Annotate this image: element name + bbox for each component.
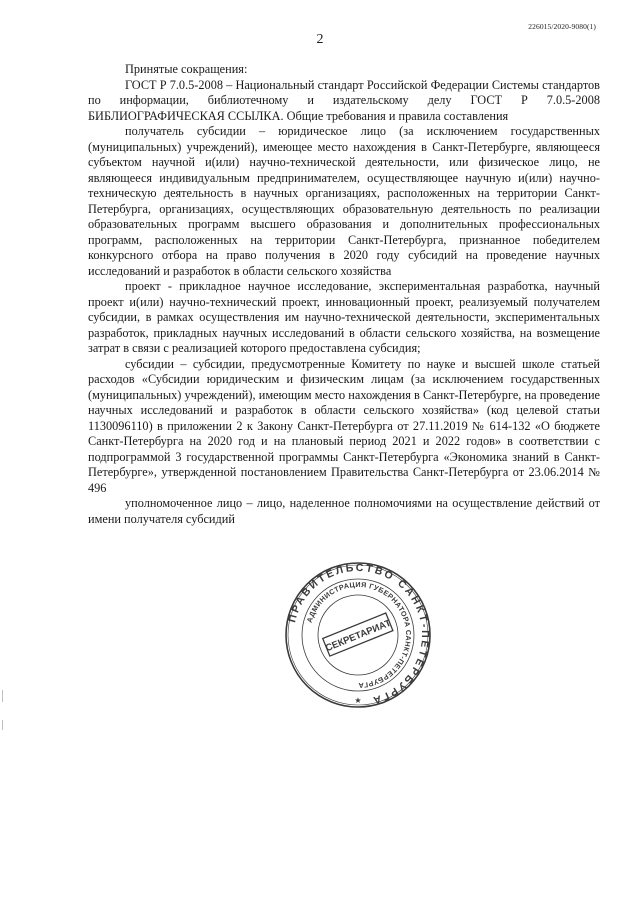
- page-number: 2: [316, 32, 324, 47]
- document-registration-number: 226015/2020-9080(1): [528, 22, 596, 31]
- seal-star-icon: ★: [354, 696, 362, 705]
- seal-center-text: СЕКРЕТАРИАТ: [323, 617, 393, 655]
- seal-inner-text: АДМИНИСТРАЦИЯ ГУБЕРНАТОРА САНКТ-ПЕТЕРБУРГА: [304, 579, 414, 691]
- paragraph-project-definition: проект - прикладное научное исследование, экспериментальная разработка, научный проект и(или) научно-технический проект, инновационный проект, реализуемый получателем субсидии, в рамках осуществления им научно-технической деятельности, экспериментальных разработок, прикладных научных исследований в области сельского хозяйства, на возмещение затрат в связи с реализацией которого предоставлена субсидия;: [88, 279, 600, 355]
- paragraph-abbreviations-heading: Принятые сокращения:: [125, 62, 248, 76]
- official-seal-stamp: [284, 561, 432, 709]
- paragraph-subsidy-definition: субсидии – субсидии, предусмотренные Комитету по науке и высшей школе статьей расходов «Субсидии юридическим и физическим лицам (за исключением государственных (муниципальных) учреждений), имеющим место нахождения в Санкт-Петербурге, на проведение научных исследований и разработок в области сельского хозяйства» (код целевой статьи 1130096110) в приложении 2 к Закону Санкт-Петербурга от 27.11.2019 № 614-132 «О бюджете Санкт-Петербурга на 2020 год и на плановый период 2021 и 2022 годов» в соответствии с подпрограммой 3 государственной программы Санкт-Петербурга «Экономика знаний в Санкт-Петербурге», утвержденной постановлением Правительства Санкт-Петербурга от 23.06.2014 № 496: [88, 356, 600, 495]
- scan-margin-mark: [2, 690, 3, 702]
- seal-outer-text: ПРАВИТЕЛЬСТВО САНКТ-ПЕТЕРБУРГА: [286, 561, 432, 707]
- scan-margin-mark: [2, 720, 3, 730]
- paragraph-recipient-definition: получатель субсидии – юридическое лицо (за исключением государственных (муниципальных) учреждений), имеющее место нахождения в Санкт-Петербурге, являющееся субъектом научной и(или) научно-технической деятельности, или физическое лицо, не являющееся индивидуальным предпринимателем, осуществляющее научную и(или) научно-техническую деятельность в научных организациях, расположенных на территории Санкт-Петербурга, организациях, осуществляющих образовательную деятельность по реализации образовательных программ высшего образования и дополнительных профессиональных программ, расположенных на территории Санкт-Петербурга, признанное победителем конкурсного отбора на право получения в 2020 году субсидий на проведение научных исследований и разработок в области сельского хозяйства: [88, 124, 600, 278]
- document-body: [88, 62, 600, 527]
- paragraph-gost-definition: ГОСТ Р 7.0.5-2008 – Национальный стандарт Российской Федерации Системы стандартов по информации, библиотечному и издательскому делу ГОСТ Р 7.0.5-2008 БИБЛИОГРАФИЧЕСКАЯ ССЫЛКА. Общие требования и правила составления: [88, 77, 600, 123]
- paragraph-authorized-person-definition: уполномоченное лицо – лицо, наделенное полномочиями на осуществление действий от имени получателя субсидий: [88, 496, 600, 526]
